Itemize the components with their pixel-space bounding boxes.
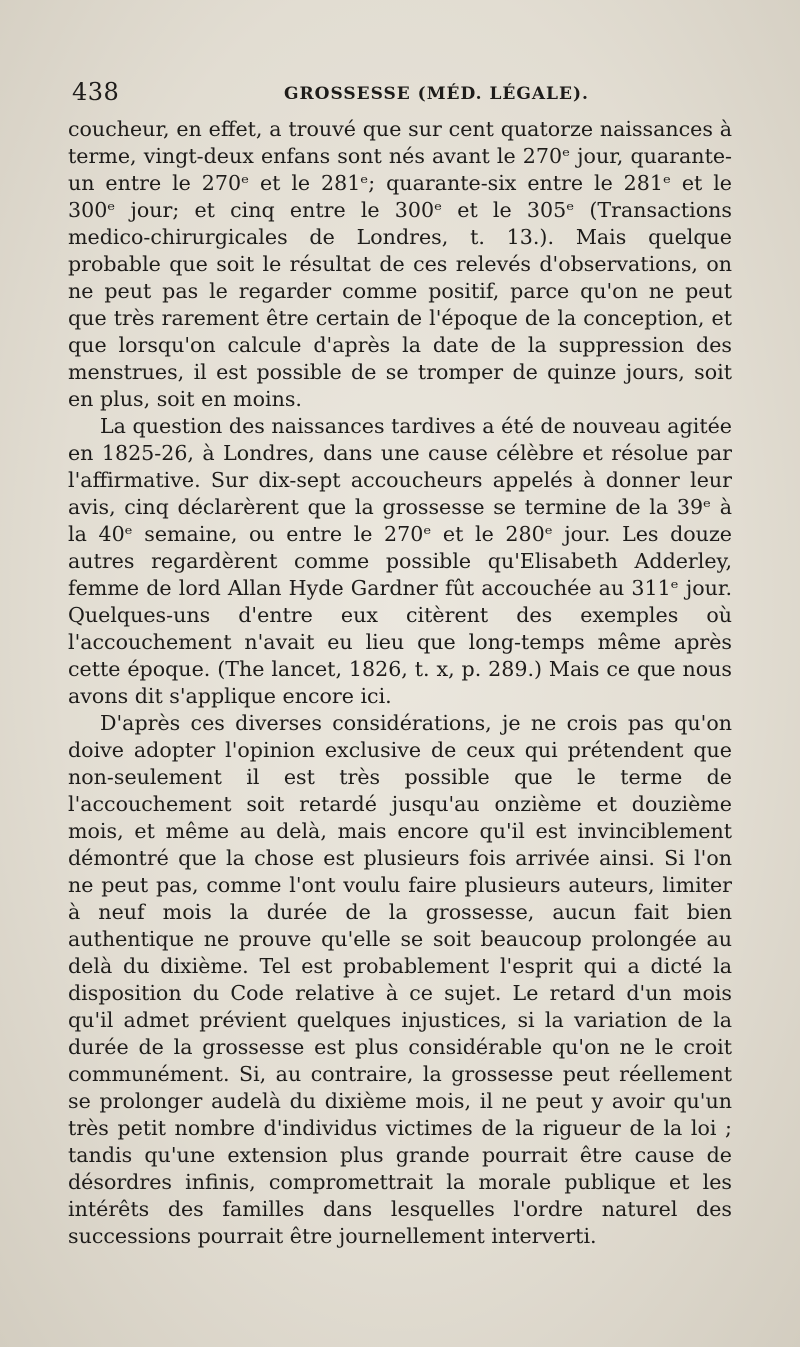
page-header — [72, 78, 732, 110]
paragraph-1: coucheur, en effet, a trouvé que sur cent quatorze naissances à terme, vingt-deux enfans sont nés avant le 270ᵉ jour, quarante-un entre le 270ᵉ et le 281ᵉ; quarante-six entre le 281ᵉ et le 300ᵉ jour; et cinq entre le 300ᵉ et le 305ᵉ (Transactions medico-chirurgicales de Londres, t. 13.). Mais quelque probable que soit le résultat de ces relevés d'observations, on ne peut pas le regarder comme positif, parce qu'on ne peut que très rarement être certain de l'époque de la conception, et que lorsqu'on calcule d'après la date de la suppression des menstrues, il est possible de se tromper de quinze jours, soit en plus, soit en moins. — [68, 117, 732, 411]
paragraph-3: D'après ces diverses considérations, je ne crois pas qu'on doive adopter l'opinion exclusive de ceux qui prétendent que non-seulement il est très possible que le terme de l'accouchement soit retardé jusqu'au onzième et douzième mois, et même au delà, mais encore qu'il est invinciblement démontré que la chose est plusieurs fois arrivée ainsi. Si l'on ne peut pas, comme l'ont voulu faire plusieurs auteurs, limiter à neuf mois la durée de la grossesse, aucun fait bien authentique ne prouve qu'elle se soit beaucoup prolongée au delà du dixième. Tel est probablement l'esprit qui a dicté la disposition du Code relative à ce sujet. Le retard d'un mois qu'il admet prévient quelques injustices, si la variation de la durée de la grossesse est plus considérable qu'on ne le croit communément. Si, au contraire, la grossesse peut réellement se prolonger audelà du dixième mois, il ne peut y avoir qu'un très petit nombre d'individus victimes de la rigueur de la loi ; tandis qu'une extension plus grande pourrait être cause de désordres infinis, compromettrait la morale publique et les intérêts des familles dans lesquelles l'ordre naturel des successions pourrait être journellement interverti. — [68, 711, 732, 1248]
body-text — [68, 116, 732, 1250]
page-number: 438 — [72, 78, 120, 106]
paragraph-2: La question des naissances tardives a été de nouveau agitée en 1825-26, à Londres, dans une cause célèbre et résolue par l'affirmative. Sur dix-sept accoucheurs appelés à donner leur avis, cinq déclarèrent que la grossesse se termine de la 39ᵉ à la 40ᵉ semaine, ou entre le 270ᵉ et le 280ᵉ jour. Les douze autres regardèrent comme possible qu'Elisabeth Adderley, femme de lord Allan Hyde Gardner fût accouchée au 311ᵉ jour. Quelques-uns d'entre eux citèrent des exemples où l'accouchement n'avait eu lieu que long-temps même après cette époque. (The lancet, 1826, t. x, p. 289.) Mais ce que nous avons dit s'applique encore ici. — [68, 414, 732, 708]
running-title: GROSSESSE (MÉD. LÉGALE). — [284, 84, 589, 104]
